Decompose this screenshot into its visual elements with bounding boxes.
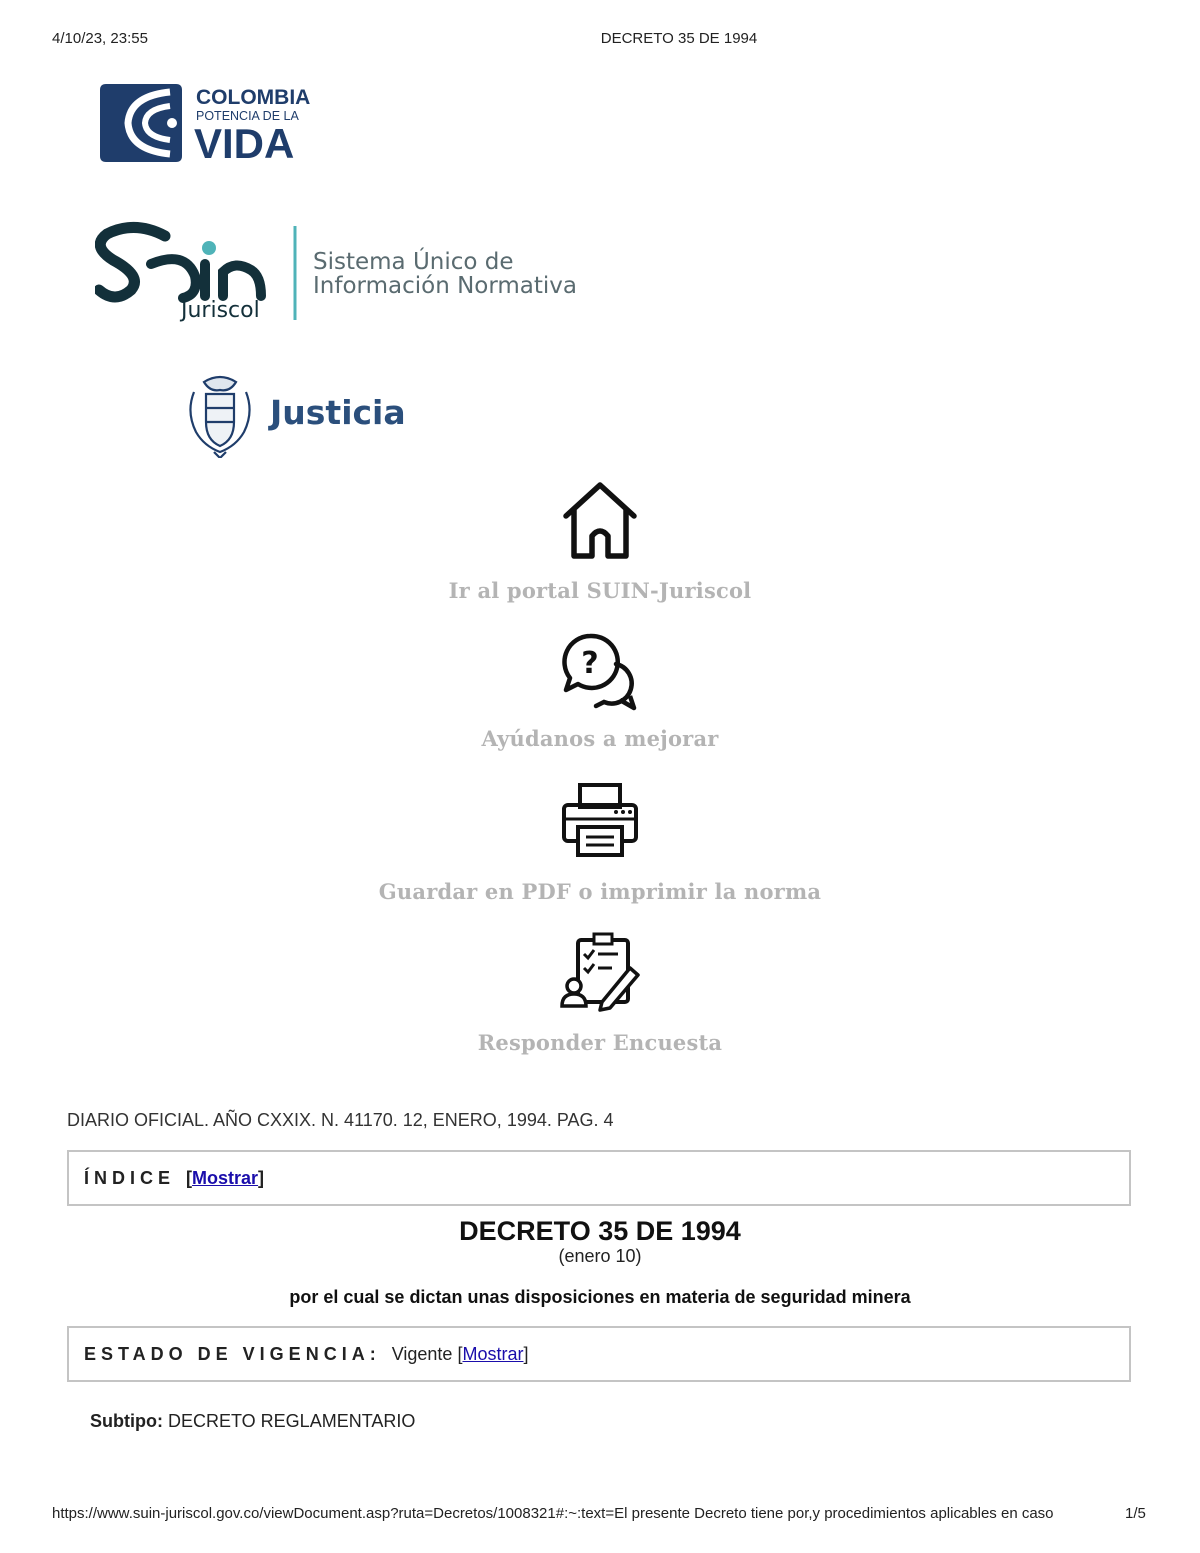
decree-description: por el cual se dictan unas disposiciones en materia de seguridad minera (289, 1287, 911, 1307)
indice-show-link[interactable]: Mostrar (192, 1168, 259, 1188)
coat-of-arms-icon (190, 377, 249, 458)
subtipo-label: Subtipo: (90, 1411, 163, 1431)
vigencia-panel: ESTADO DE VIGENCIA: Vigente [Mostrar] (67, 1326, 1131, 1382)
suin-logo-sub: Juriscol (181, 298, 260, 323)
vigencia-value: Vigente (391, 1344, 453, 1364)
indice-label: ÍNDICE (84, 1168, 176, 1188)
suin-logo-line2: Información Normativa (313, 273, 578, 299)
printer-icon[interactable] (560, 781, 640, 859)
home-icon[interactable] (560, 480, 640, 562)
indice-panel: ÍNDICE [Mostrar] (67, 1150, 1131, 1206)
colombia-logo (100, 84, 320, 162)
diario-oficial-reference: DIARIO OFICIAL. AÑO CXXIX. N. 41170. 12, ENERO, 1994. PAG. 4 (67, 1110, 614, 1130)
survey-icon[interactable] (560, 932, 640, 1012)
help-chat-icon[interactable] (560, 630, 640, 712)
print-title: DECRETO 35 DE 1994 (600, 30, 758, 47)
survey-link[interactable] (0, 932, 1200, 1055)
colombia-logo-line2: POTENCIA DE LA (196, 109, 299, 123)
portal-link[interactable] (0, 480, 1200, 603)
print-page-number: 1/5 (1125, 1505, 1146, 1522)
print-footer-url: https://www.suin-juriscol.gov.co/viewDocument.asp?ruta=Decretos/1008321#:~:text=El presente Decreto tiene por,y procedimientos aplicables en caso (52, 1505, 1054, 1522)
print-link[interactable] (0, 781, 1200, 904)
feedback-link-label[interactable]: Ayúdanos a mejorar (481, 726, 719, 751)
decree-title: DECRETO 35 DE 1994 (459, 1216, 741, 1246)
decree-date: (enero 10) (558, 1246, 642, 1266)
feedback-link[interactable] (0, 630, 1200, 751)
print-datetime: 4/10/23, 23:55 (52, 30, 148, 47)
survey-link-label[interactable]: Responder Encuesta (477, 1030, 723, 1055)
portal-link-label[interactable]: Ir al portal SUIN-Juriscol (448, 578, 752, 603)
justicia-logo-text: Justicia (270, 393, 406, 432)
suin-juriscol-logo (95, 220, 595, 324)
justicia-logo (180, 372, 410, 458)
subtipo-line (90, 1411, 415, 1432)
print-link-label[interactable]: Guardar en PDF o imprimir la norma (378, 879, 822, 904)
colombia-logo-line1: COLOMBIA (196, 86, 311, 109)
vigencia-show-link[interactable]: Mostrar (462, 1344, 524, 1364)
subtipo-value: DECRETO REGLAMENTARIO (168, 1411, 416, 1431)
suin-logo-line1: Sistema Único de (313, 249, 514, 275)
vigencia-label: ESTADO DE VIGENCIA: (84, 1344, 381, 1364)
svg-text:?: ? (581, 646, 599, 681)
colombia-logo-line3: VIDA (194, 120, 295, 162)
